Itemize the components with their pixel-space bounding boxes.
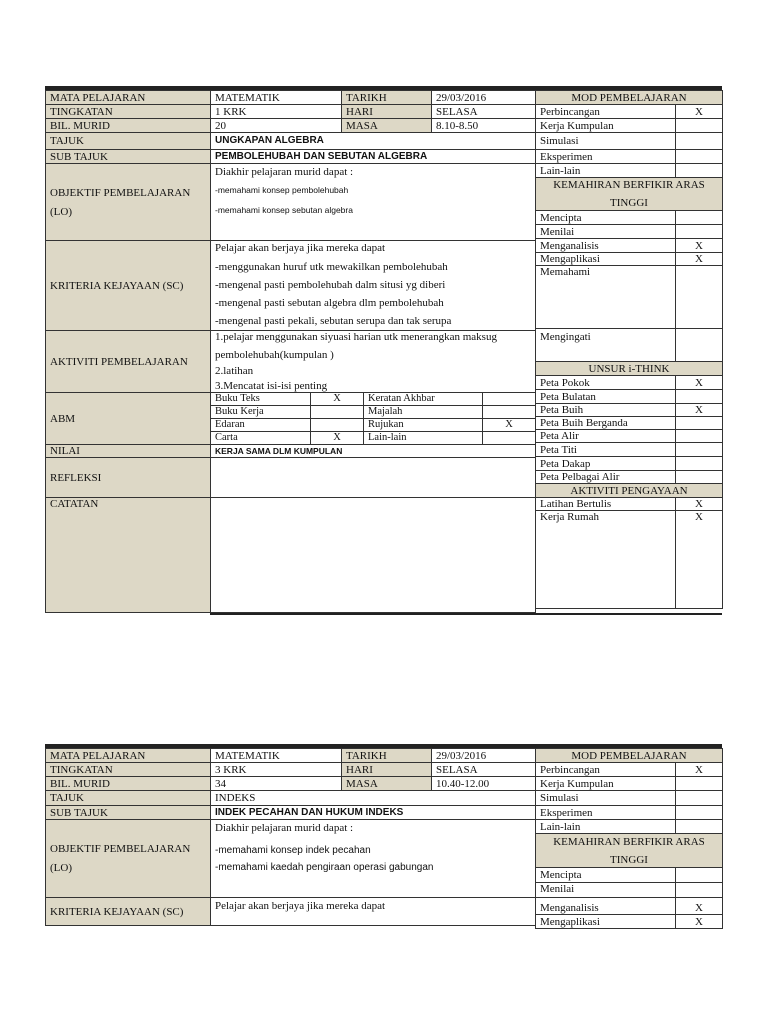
abm-item: Buku Teks [211,393,311,406]
mod-item: Kerja Kumpulan [536,777,676,791]
kba-mark: X [676,239,723,253]
ithink-mark [676,417,723,430]
aktiviti-line: pembolehubah(kumpulan ) [215,349,334,361]
mod-mark [676,791,723,806]
ithink-item: Peta Pokok [536,376,676,390]
label-refleksi: REFLEKSI [46,458,211,498]
mod-mark [676,119,723,133]
mod-mark [676,806,723,820]
kba-item: Menilai [536,225,676,239]
abm-mark [311,419,364,432]
kba-mark [676,266,723,329]
label-tarikh: TARIKH [342,91,432,105]
value-tajuk: UNGKAPAN ALGEBRA [211,133,536,150]
mod-item: Simulasi [536,791,676,806]
ithink-item: Peta Pelbagai Alir [536,471,676,484]
abm-mark: X [311,393,364,406]
label-objektif-line2: (LO) [50,205,72,218]
abm-item: Keratan Akhbar [364,393,483,406]
label-nilai: NILAI [46,445,211,458]
label-bil-murid: BIL. MURID [46,777,211,791]
value-objektif [211,164,536,241]
kriteria-line: -mengenal pasti pembolehubah dalm situsi yg diberi [215,279,446,291]
label-hari: HARI [342,763,432,777]
mod-header: MOD PEMBELAJARAN [536,91,723,105]
kba-mark [676,225,723,239]
objektif-line: -memahami konsep sebutan algebra [215,205,353,215]
mod-header: MOD PEMBELAJARAN [536,749,723,763]
kba-item: Menganalisis [536,239,676,253]
ithink-item: Peta Alir [536,430,676,443]
value-hari: SELASA [432,763,536,777]
ithink-item: Peta Buih [536,404,676,417]
value-objektif [211,820,536,898]
pengayaan-header: AKTIVITI PENGAYAAN [536,484,723,498]
value-mata-pelajaran: MATEMATIK [211,91,342,105]
abm-mark [483,406,536,419]
value-kriteria [211,241,536,331]
ithink-item: Peta Titi [536,443,676,457]
pengayaan-item: Latihan Bertulis [536,498,676,511]
abm-item: Lain-lain [364,432,483,445]
ithink-item: Peta Buih Berganda [536,417,676,430]
label-objektif [46,820,211,898]
aktiviti-line: 3.Mencatat isi-isi penting [215,380,328,392]
label-tingkatan: TINGKATAN [46,763,211,777]
abm-item: Buku Kerja [211,406,311,419]
kba-header-line1: KEMAHIRAN BERFIKIR ARAS [553,179,705,191]
lesson-plan-sheet-1 [45,86,722,615]
mod-mark: X [676,763,723,777]
ithink-mark [676,471,723,484]
objektif-line: Diakhir pelajaran murid dapat : [215,166,354,178]
checklist-panel [535,748,722,929]
mod-item: Eksperimen [536,806,676,820]
aktiviti-line: 1.pelajar menggunakan siyuasi harian utk menerangkan maksug [215,331,497,343]
kba-item: Menilai [536,883,676,898]
label-objektif-line1: OBJEKTIF PEMBELAJARAN [50,186,191,199]
kriteria-line: Pelajar akan berjaya jika mereka dapat [215,242,386,254]
value-bil-murid: 20 [211,119,342,133]
kriteria-line: Pelajar akan berjaya jika mereka dapat [215,900,386,912]
kba-header [536,178,723,211]
label-hari: HARI [342,105,432,119]
label-tingkatan: TINGKATAN [46,105,211,119]
value-tarikh: 29/03/2016 [432,91,536,105]
label-objektif-line2: (LO) [50,862,72,874]
checklist-panel [535,90,722,613]
kba-mark: X [676,253,723,266]
objektif-line: -memahami konsep indek pecahan [215,845,371,856]
abm-item: Edaran [211,419,311,432]
ithink-item: Peta Dakap [536,457,676,471]
label-sub-tajuk: SUB TAJUK [46,150,211,164]
value-tingkatan: 1 KRK [211,105,342,119]
mod-item: Lain-lain [536,820,676,834]
mod-mark [676,133,723,150]
label-sub-tajuk: SUB TAJUK [46,806,211,820]
mod-mark: X [676,105,723,119]
kba-mark: X [676,898,723,915]
label-aktiviti: AKTIVITI PEMBELAJARAN [46,331,211,393]
kba-header-line2: TINGGI [610,853,648,866]
kba-header [536,834,723,868]
value-mata-pelajaran: MATEMATIK [211,749,342,763]
value-masa: 10.40-12.00 [432,777,536,791]
pengayaan-mark: X [676,498,723,511]
label-tajuk: TAJUK [46,133,211,150]
kba-mark [676,868,723,883]
value-masa: 8.10-8.50 [432,119,536,133]
aktiviti-line: 2.latihan [215,365,254,377]
value-sub-tajuk: INDEK PECAHAN DAN HUKUM INDEKS [211,806,536,820]
value-catatan [211,498,536,613]
label-masa: MASA [342,119,432,133]
kba-mark [676,211,723,225]
mod-mark [676,164,723,178]
mod-item: Eksperimen [536,150,676,164]
value-nilai: KERJA SAMA DLM KUMPULAN [211,445,536,458]
lesson-plan-sheet-2 [45,744,722,929]
value-aktiviti [211,331,536,393]
kba-item: Mencipta [536,211,676,225]
abm-mark: X [311,432,364,445]
kriteria-line: -mengenal pasti sebutan algebra dlm pembolehubah [215,297,444,309]
value-tajuk: INDEKS [211,791,536,806]
abm-mark: X [483,419,536,432]
abm-mark [483,393,536,406]
kriteria-line: -menggunakan huruf utk mewakilkan pembolehubah [215,261,448,273]
pengayaan-mark: X [676,511,723,609]
ithink-mark [676,457,723,471]
ithink-mark: X [676,404,723,417]
objektif-line: -memahami konsep pembolehubah [215,185,349,195]
abm-mark [483,432,536,445]
mod-item: Simulasi [536,133,676,150]
label-objektif-line1: OBJEKTIF PEMBELAJARAN [50,843,191,855]
mod-mark [676,150,723,164]
label-abm: ABM [46,393,211,445]
abm-mark [311,406,364,419]
ithink-item: Peta Bulatan [536,390,676,404]
label-tajuk: TAJUK [46,791,211,806]
lesson-details [45,748,535,929]
mod-item: Lain-lain [536,164,676,178]
mod-item: Perbincangan [536,105,676,119]
kba-item: Mengaplikasi [536,253,676,266]
pengayaan-item: Kerja Rumah [536,511,676,609]
value-sub-tajuk: PEMBOLEHUBAH DAN SEBUTAN ALGEBRA [211,150,536,164]
kba-header-line1: KEMAHIRAN BERFIKIR ARAS [553,835,705,848]
kba-item: Mengaplikasi [536,915,676,929]
ithink-mark: X [676,376,723,390]
kba-header-line2: TINGGI [610,197,648,209]
value-hari: SELASA [432,105,536,119]
label-kriteria: KRITERIA KEJAYAAN (SC) [46,898,211,926]
value-bil-murid: 34 [211,777,342,791]
kba-mark [676,883,723,898]
ithink-mark [676,390,723,404]
value-kriteria [211,898,536,926]
kba-item: Mengingati [536,329,676,362]
objektif-line: -memahami kaedah pengiraan operasi gabungan [215,862,434,873]
abm-item: Majalah [364,406,483,419]
kba-item: Mencipta [536,868,676,883]
mod-item: Kerja Kumpulan [536,119,676,133]
abm-item: Carta [211,432,311,445]
value-refleksi [211,458,536,498]
ithink-mark [676,443,723,457]
value-tarikh: 29/03/2016 [432,749,536,763]
value-tingkatan: 3 KRK [211,763,342,777]
ithink-header: UNSUR i-THINK [536,362,723,376]
kba-mark: X [676,915,723,929]
label-masa: MASA [342,777,432,791]
ithink-mark [676,430,723,443]
kba-item: Memahami [536,266,676,329]
label-catatan: CATATAN [46,498,211,613]
mod-mark [676,777,723,791]
objektif-line: Diakhir pelajaran murid dapat : [215,822,354,834]
label-bil-murid: BIL. MURID [46,119,211,133]
mod-item: Perbincangan [536,763,676,777]
mod-mark [676,820,723,834]
label-tarikh: TARIKH [342,749,432,763]
lesson-details [45,90,535,613]
kba-mark [676,329,723,362]
abm-item: Rujukan [364,419,483,432]
label-objektif [46,164,211,241]
label-kriteria: KRITERIA KEJAYAAN (SC) [46,241,211,331]
label-mata-pelajaran: MATA PELAJARAN [46,749,211,763]
label-mata-pelajaran: MATA PELAJARAN [46,91,211,105]
kriteria-line: -mengenal pasti pekali, sebutan serupa dan tak serupa [215,315,452,327]
bottom-border [210,613,722,615]
kba-item: Menganalisis [536,898,676,915]
